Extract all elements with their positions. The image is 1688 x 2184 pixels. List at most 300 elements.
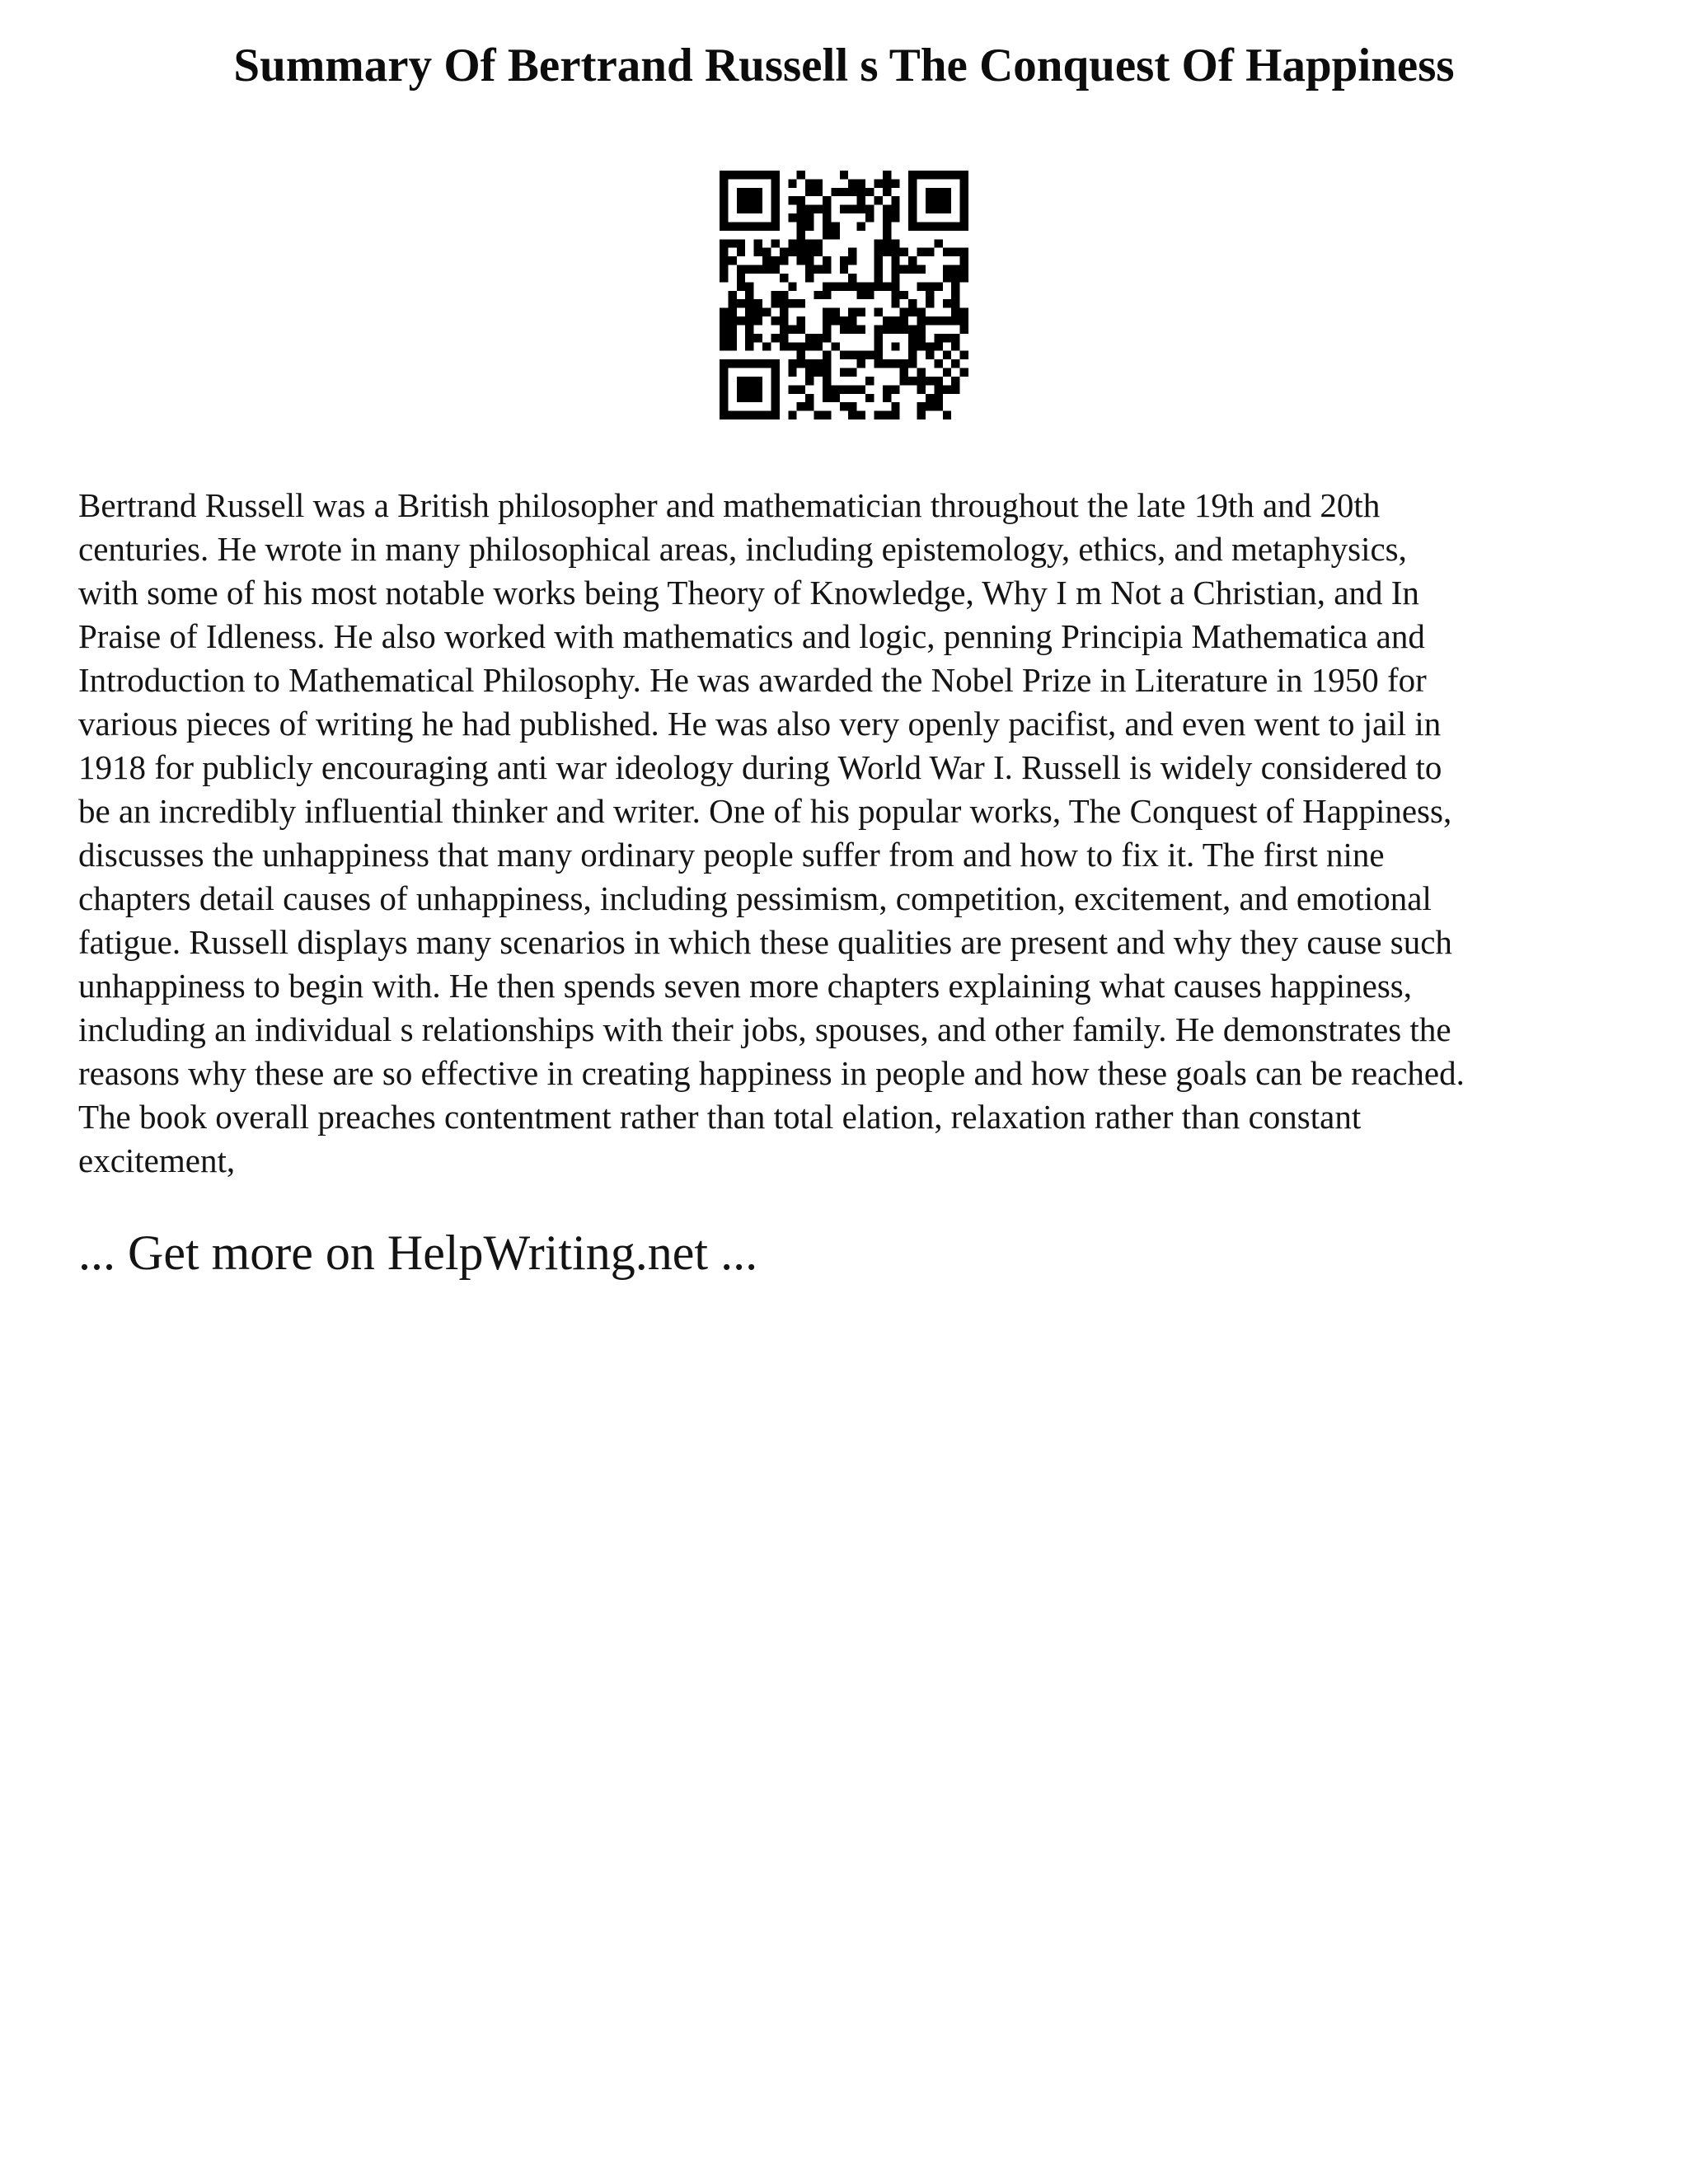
paragraph-line: various pieces of writing he had published. He was also very openly pacifist, and even went to jail in bbox=[78, 705, 1442, 743]
qr-module bbox=[720, 385, 728, 393]
qr-module bbox=[831, 188, 839, 196]
qr-module bbox=[720, 368, 728, 377]
qr-module bbox=[814, 265, 823, 274]
qr-module bbox=[926, 377, 934, 385]
qr-module bbox=[874, 334, 882, 342]
qr-module bbox=[720, 274, 728, 282]
qr-module bbox=[934, 171, 942, 179]
qr-module bbox=[874, 239, 882, 247]
qr-module bbox=[728, 342, 736, 350]
qr-module bbox=[951, 274, 959, 282]
qr-module bbox=[814, 291, 823, 299]
qr-module bbox=[805, 402, 814, 410]
qr-module bbox=[788, 368, 796, 377]
qr-module bbox=[805, 213, 814, 222]
qr-module bbox=[823, 334, 831, 342]
qr-module bbox=[891, 316, 899, 325]
qr-module bbox=[771, 299, 779, 307]
qr-module bbox=[720, 325, 728, 333]
qr-module bbox=[823, 213, 831, 222]
qr-module bbox=[728, 325, 736, 333]
qr-module bbox=[908, 359, 917, 368]
qr-module bbox=[908, 222, 917, 230]
qr-module bbox=[720, 359, 728, 368]
qr-module bbox=[900, 368, 908, 377]
qr-module bbox=[823, 308, 831, 316]
qr-module bbox=[737, 265, 745, 274]
qr-module bbox=[788, 359, 796, 368]
qr-module bbox=[960, 213, 968, 222]
qr-module bbox=[805, 265, 814, 274]
qr-module bbox=[780, 291, 788, 299]
qr-module bbox=[917, 282, 926, 290]
qr-module bbox=[754, 196, 762, 204]
qr-module bbox=[857, 291, 865, 299]
qr-module bbox=[960, 188, 968, 196]
qr-module bbox=[883, 171, 891, 179]
qr-module bbox=[771, 222, 779, 230]
qr-module bbox=[745, 325, 753, 333]
qr-module bbox=[797, 196, 805, 204]
qr-module bbox=[926, 222, 934, 230]
qr-module bbox=[917, 325, 926, 333]
qr-module bbox=[951, 222, 959, 230]
qr-module bbox=[771, 179, 779, 187]
qr-module bbox=[840, 256, 848, 265]
qr-module bbox=[934, 205, 942, 213]
qr-module bbox=[720, 196, 728, 204]
qr-module bbox=[908, 265, 917, 274]
qr-module bbox=[848, 274, 856, 282]
qr-module bbox=[926, 394, 934, 402]
qr-module bbox=[908, 171, 917, 179]
qr-module bbox=[780, 299, 788, 307]
qr-module bbox=[951, 299, 959, 307]
qr-module bbox=[823, 291, 831, 299]
qr-module bbox=[865, 351, 874, 359]
qr-module bbox=[823, 196, 831, 204]
qr-module bbox=[737, 171, 745, 179]
qr-module bbox=[891, 239, 899, 247]
qr-module bbox=[745, 385, 753, 393]
qr-module bbox=[720, 239, 728, 247]
qr-module bbox=[848, 411, 856, 419]
qr-module bbox=[891, 411, 899, 419]
qr-module bbox=[728, 291, 736, 299]
paragraph-line: with some of his most notable works being Theory of Knowledge, Why I m Not a Christian, and In bbox=[78, 574, 1419, 612]
qr-module bbox=[728, 222, 736, 230]
qr-module bbox=[737, 282, 745, 290]
qr-module bbox=[951, 385, 959, 393]
qr-module bbox=[917, 265, 926, 274]
qr-module bbox=[891, 291, 899, 299]
qr-module bbox=[823, 325, 831, 333]
qr-module bbox=[720, 256, 728, 265]
qr-module bbox=[891, 299, 899, 307]
qr-module bbox=[762, 171, 771, 179]
qr-module bbox=[788, 196, 796, 204]
qr-module bbox=[917, 377, 926, 385]
paragraph-line: chapters detail causes of unhappiness, including pessimism, competition, excitement, and emotional bbox=[78, 879, 1432, 917]
qr-module bbox=[780, 256, 788, 265]
qr-module bbox=[951, 334, 959, 342]
qr-module bbox=[797, 213, 805, 222]
qr-module bbox=[960, 205, 968, 213]
qr-module bbox=[754, 394, 762, 402]
qr-module bbox=[848, 402, 856, 410]
qr-module bbox=[840, 171, 848, 179]
qr-module bbox=[926, 188, 934, 196]
qr-module bbox=[780, 325, 788, 333]
paragraph-line: including an individual s relationships with their jobs, spouses, and other family. He demonstrates the bbox=[78, 1010, 1451, 1048]
qr-module bbox=[934, 282, 942, 290]
qr-module bbox=[728, 171, 736, 179]
qr-module bbox=[874, 308, 882, 316]
qr-module bbox=[754, 299, 762, 307]
qr-module bbox=[934, 222, 942, 230]
qr-module bbox=[797, 171, 805, 179]
qr-module bbox=[814, 342, 823, 350]
qr-module bbox=[926, 196, 934, 204]
qr-module bbox=[805, 205, 814, 213]
qr-module bbox=[857, 351, 865, 359]
paragraph-line: The book overall preaches contentment rather than total elation, relaxation rather than constant bbox=[78, 1098, 1362, 1136]
qr-module bbox=[951, 308, 959, 316]
qr-module bbox=[840, 368, 848, 377]
get-more-link[interactable]: ... Get more on HelpWriting.net ... bbox=[78, 1226, 758, 1280]
qr-module bbox=[720, 342, 728, 350]
qr-module bbox=[745, 411, 753, 419]
qr-module bbox=[848, 308, 856, 316]
paragraph-line: Praise of Idleness. He also worked with mathematics and logic, penning Principia Mathematica and bbox=[78, 617, 1425, 655]
qr-module bbox=[805, 256, 814, 265]
qr-module bbox=[823, 282, 831, 290]
qr-module bbox=[771, 188, 779, 196]
qr-module bbox=[728, 316, 736, 325]
qr-module bbox=[951, 248, 959, 256]
qr-module bbox=[805, 248, 814, 256]
qr-module bbox=[720, 394, 728, 402]
qr-module bbox=[943, 334, 951, 342]
qr-module bbox=[737, 377, 745, 385]
qr-module bbox=[823, 231, 831, 239]
qr-module bbox=[780, 334, 788, 342]
qr-module bbox=[883, 325, 891, 333]
qr-module bbox=[771, 411, 779, 419]
qr-module bbox=[943, 265, 951, 274]
qr-module bbox=[797, 359, 805, 368]
qr-module bbox=[848, 351, 856, 359]
qr-module bbox=[797, 385, 805, 393]
qr-module bbox=[874, 351, 882, 359]
qr-module bbox=[891, 196, 899, 204]
qr-module bbox=[771, 265, 779, 274]
qr-module bbox=[754, 239, 762, 247]
qr-module bbox=[737, 385, 745, 393]
paragraph-line: reasons why these are so effective in creating happiness in people and how these goals can be reached. bbox=[78, 1054, 1465, 1092]
qr-module bbox=[737, 359, 745, 368]
qr-module bbox=[951, 316, 959, 325]
qr-module bbox=[823, 368, 831, 377]
qr-module bbox=[900, 377, 908, 385]
qr-module bbox=[840, 205, 848, 213]
qr-module bbox=[874, 179, 882, 187]
qr-module bbox=[865, 394, 874, 402]
qr-module bbox=[960, 308, 968, 316]
qr-module bbox=[926, 205, 934, 213]
qr-module bbox=[908, 342, 917, 350]
qr-module bbox=[762, 308, 771, 316]
qr-module bbox=[823, 394, 831, 402]
qr-module bbox=[720, 334, 728, 342]
qr-module bbox=[745, 394, 753, 402]
qr-module bbox=[943, 171, 951, 179]
qr-module bbox=[848, 282, 856, 290]
qr-module bbox=[917, 402, 926, 410]
qr-module bbox=[805, 179, 814, 187]
qr-module bbox=[720, 377, 728, 385]
qr-module bbox=[943, 274, 951, 282]
qr-module bbox=[814, 334, 823, 342]
qr-module bbox=[874, 248, 882, 256]
qr-module bbox=[908, 256, 917, 265]
qr-module bbox=[908, 308, 917, 316]
qr-module bbox=[917, 334, 926, 342]
qr-module bbox=[754, 359, 762, 368]
qr-module bbox=[951, 291, 959, 299]
qr-module bbox=[788, 342, 796, 350]
qr-module bbox=[771, 239, 779, 247]
qr-module bbox=[848, 325, 856, 333]
qr-module bbox=[917, 342, 926, 350]
qr-module bbox=[840, 325, 848, 333]
qr-module bbox=[797, 351, 805, 359]
qr-module bbox=[926, 316, 934, 325]
qr-module bbox=[883, 282, 891, 290]
qr-module bbox=[908, 188, 917, 196]
qr-module bbox=[762, 256, 771, 265]
qr-module bbox=[788, 299, 796, 307]
qr-module bbox=[745, 308, 753, 316]
qr-module bbox=[883, 179, 891, 187]
qr-module bbox=[797, 316, 805, 325]
qr-module bbox=[883, 394, 891, 402]
qr-module bbox=[908, 213, 917, 222]
qr-module bbox=[805, 377, 814, 385]
qr-module bbox=[943, 299, 951, 307]
qr-module bbox=[754, 188, 762, 196]
qr-module bbox=[857, 205, 865, 213]
qr-module bbox=[771, 205, 779, 213]
qr-module bbox=[943, 351, 951, 359]
qr-module bbox=[891, 325, 899, 333]
qr-module bbox=[951, 342, 959, 350]
qr-module bbox=[883, 248, 891, 256]
qr-module bbox=[840, 188, 848, 196]
qr-module bbox=[943, 188, 951, 196]
qr-module bbox=[823, 316, 831, 325]
qr-module bbox=[960, 222, 968, 230]
qr-module bbox=[780, 342, 788, 350]
qr-module bbox=[960, 351, 968, 359]
qr-module bbox=[840, 402, 848, 410]
qr-module bbox=[840, 385, 848, 393]
qr-module bbox=[754, 205, 762, 213]
qr-module bbox=[943, 248, 951, 256]
qr-module bbox=[926, 351, 934, 359]
qr-module bbox=[805, 222, 814, 230]
qr-module bbox=[788, 179, 796, 187]
qr-module bbox=[926, 248, 934, 256]
qr-module bbox=[908, 334, 917, 342]
qr-module bbox=[891, 274, 899, 282]
qr-module bbox=[797, 299, 805, 307]
qr-module bbox=[720, 411, 728, 419]
qr-module bbox=[762, 222, 771, 230]
paragraph-line: discusses the unhappiness that many ordinary people suffer from and how to fix it. The first nine bbox=[78, 836, 1385, 874]
qr-module bbox=[762, 359, 771, 368]
qr-module bbox=[805, 274, 814, 282]
qr-module bbox=[917, 385, 926, 393]
qr-module bbox=[908, 377, 917, 385]
qr-module bbox=[951, 265, 959, 274]
qr-module bbox=[762, 265, 771, 274]
qr-module bbox=[891, 179, 899, 187]
qr-module bbox=[771, 385, 779, 393]
qr-module bbox=[745, 377, 753, 385]
qr-module bbox=[883, 188, 891, 196]
qr-module bbox=[917, 308, 926, 316]
qr-module bbox=[926, 171, 934, 179]
qr-module bbox=[874, 359, 882, 368]
qr-module bbox=[891, 402, 899, 410]
qr-module bbox=[805, 334, 814, 342]
qr-module bbox=[848, 205, 856, 213]
qr-module bbox=[771, 402, 779, 410]
qr-module bbox=[908, 196, 917, 204]
qr-module bbox=[754, 334, 762, 342]
qr-module bbox=[934, 402, 942, 410]
qr-module bbox=[960, 196, 968, 204]
qr-module bbox=[874, 282, 882, 290]
qr-module bbox=[814, 239, 823, 247]
qr-module bbox=[728, 299, 736, 307]
qr-module bbox=[720, 222, 728, 230]
qr-module bbox=[883, 239, 891, 247]
qr-module bbox=[865, 377, 874, 385]
qr-module bbox=[883, 385, 891, 393]
qr-module bbox=[848, 368, 856, 377]
qr-module bbox=[900, 308, 908, 316]
qr-module bbox=[823, 351, 831, 359]
qr-module bbox=[917, 368, 926, 377]
qr-module bbox=[814, 359, 823, 368]
qr-module bbox=[823, 359, 831, 368]
qr-module bbox=[934, 394, 942, 402]
qr-module bbox=[754, 385, 762, 393]
qr-module bbox=[745, 299, 753, 307]
qr-module bbox=[917, 316, 926, 325]
qr-module bbox=[934, 316, 942, 325]
qr-module bbox=[900, 291, 908, 299]
qr-module bbox=[780, 274, 788, 282]
qr-module bbox=[883, 231, 891, 239]
qr-module bbox=[943, 411, 951, 419]
qr-module bbox=[797, 222, 805, 230]
qr-module bbox=[840, 351, 848, 359]
qr-module bbox=[754, 171, 762, 179]
qr-module bbox=[814, 368, 823, 377]
qr-module bbox=[831, 222, 839, 230]
qr-module bbox=[960, 274, 968, 282]
qr-module bbox=[728, 334, 736, 342]
qr-module bbox=[848, 179, 856, 187]
qr-module bbox=[788, 325, 796, 333]
qr-module bbox=[831, 282, 839, 290]
qr-module bbox=[805, 359, 814, 368]
paragraph-line: unhappiness to begin with. He then spends seven more chapters explaining what causes happiness, bbox=[78, 967, 1412, 1005]
qr-module bbox=[737, 196, 745, 204]
qr-module bbox=[797, 231, 805, 239]
qr-module bbox=[865, 213, 874, 222]
qr-module bbox=[831, 308, 839, 316]
qr-module bbox=[943, 368, 951, 377]
qr-module bbox=[814, 248, 823, 256]
qr-module bbox=[745, 316, 753, 325]
qr-module bbox=[857, 282, 865, 290]
qr-module bbox=[951, 377, 959, 385]
qr-module bbox=[857, 308, 865, 316]
qr-module bbox=[891, 205, 899, 213]
qr-module bbox=[848, 316, 856, 325]
qr-module bbox=[917, 411, 926, 419]
qr-module bbox=[780, 308, 788, 316]
qr-module bbox=[857, 222, 865, 230]
qr-module bbox=[900, 359, 908, 368]
qr-module bbox=[814, 205, 823, 213]
qr-module bbox=[926, 342, 934, 350]
qr-module bbox=[745, 171, 753, 179]
qr-module bbox=[797, 402, 805, 410]
qr-module bbox=[762, 411, 771, 419]
qr-module bbox=[745, 291, 753, 299]
qr-module bbox=[771, 334, 779, 342]
qr-module bbox=[857, 385, 865, 393]
qr-module bbox=[934, 359, 942, 368]
qr-module bbox=[943, 196, 951, 204]
qr-module bbox=[814, 411, 823, 419]
qr-module bbox=[831, 385, 839, 393]
qr-module bbox=[891, 342, 899, 350]
qr-module bbox=[840, 282, 848, 290]
qr-module bbox=[900, 325, 908, 333]
qr-module bbox=[728, 256, 736, 265]
qr-module bbox=[780, 316, 788, 325]
qr-module bbox=[754, 308, 762, 316]
qr-module bbox=[831, 394, 839, 402]
qr-module bbox=[745, 222, 753, 230]
qr-module bbox=[745, 188, 753, 196]
qr-module bbox=[728, 239, 736, 247]
qr-module bbox=[771, 394, 779, 402]
qr-module bbox=[771, 256, 779, 265]
qr-module bbox=[857, 188, 865, 196]
qr-module bbox=[831, 342, 839, 350]
qr-module bbox=[720, 213, 728, 222]
qr-module bbox=[926, 291, 934, 299]
qr-module bbox=[891, 213, 899, 222]
qr-module bbox=[754, 316, 762, 325]
